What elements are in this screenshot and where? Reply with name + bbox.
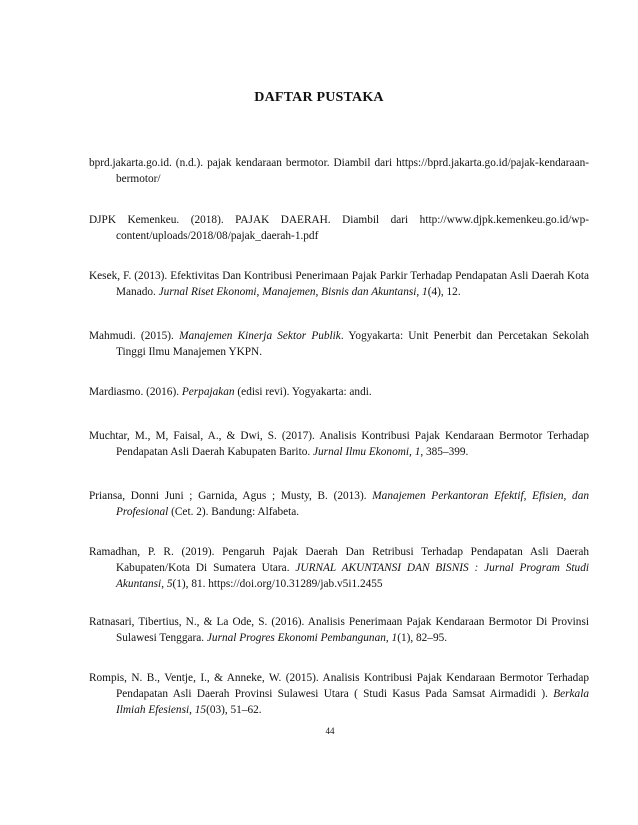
reference-entry [89,614,589,646]
reference-entry [89,670,589,718]
reference-entry [89,488,589,520]
reference-text: (03), 51–62. [206,704,262,716]
reference-italic-text: Perpajakan [181,386,235,398]
page-title: DAFTAR PUSTAKA [254,90,384,105]
reference-text: , [161,578,167,590]
reference-text: Kesek, F. (2013). Efektivitas Dan Kontribusi Penerimaan Pajak Parkir Terhadap Pendapatan Asli Daerah Kota Manado. [89,270,589,298]
reference-text: Mardiasmo. (2016). [89,386,182,398]
reference-text: Mahmudi. (2015). [89,330,180,342]
reference-text: Muchtar, M., M, Faisal, A., & Dwi, S. (2017). Analisis Kontribusi Pajak Kendaraan Bermotor Terhadap Pendapatan Asli Daerah Kabupaten Barito. [89,430,589,458]
reference-italic-text: Manajemen Perkantoran Efektif, Efisien, dan Profesional [116,490,589,518]
reference-entry [89,384,589,400]
reference-italic-text: Jurnal Ilmu Ekonomi [313,446,410,458]
reference-text: , [385,632,392,644]
reference-entry [89,212,589,244]
reference-italic-text: JURNAL AKUNTANSI DAN BISNIS : Jurnal Program Studi Akuntansi [116,562,589,590]
reference-entry [89,155,589,187]
reference-entry [89,328,589,360]
reference-italic-text: Manajemen Kinerja Sektor Publik [179,330,341,342]
reference-text: . Yogyakarta: Unit Penerbit dan Percetakan Sekolah Tinggi Ilmu Manajemen YKPN. [116,330,589,358]
reference-text: , [416,286,423,298]
reference-italic-text: 15 [194,704,207,716]
reference-text: , 385–399. [420,446,469,458]
reference-text: Ramadhan, P. R. (2019). Pengaruh Pajak Daerah Dan Retribusi Terhadap Pendapatan Asli Daerah Kabupaten/Kota Di Sumatera Utara. [89,546,589,574]
reference-italic-text: 1 [422,286,428,298]
reference-italic-text: 1 [391,632,398,644]
reference-text: (4), 12. [427,286,461,298]
reference-text: Rompis, N. B., Ventje, I., & Anneke, W. (2015). Analisis Kontribusi Pajak Kendaraan Bermotor Terhadap Pendapatan Asli Daerah Provinsi Sulawesi Utara ( Studi Kasus Pada Samsat Airmadidi ). [89,672,589,700]
reference-entry [89,428,589,460]
reference-text: Priansa, Donni Juni ; Garnida, Agus ; Musty, B. (2013). [89,490,373,502]
reference-text: Ratnasari, Tibertius, N., & La Ode, S. (2016). Analisis Penerimaan Pajak Kendaraan Bermotor Di Provinsi Sulawesi Tenggara. [89,616,589,644]
reference-text: (1), 82–95. [397,632,448,644]
reference-text: (Cet. 2). Bandung: Alfabeta. [168,506,300,518]
reference-text: , [189,704,195,716]
reference-italic-text: Berkala Ilmiah Efesiensi [116,688,589,716]
reference-text: , [409,446,415,458]
reference-italic-text: 5 [166,578,173,590]
reference-italic-text: 1 [414,446,421,458]
reference-text: bprd.jakarta.go.id. (n.d.). pajak kendaraan bermotor. Diambil dari https://bprd.jakarta.go.id/pajak-kendaraan-bermotor/ [89,157,589,185]
reference-entry [89,544,589,592]
reference-text: (1), 81. https://doi.org/10.31289/jab.v5i1.2455 [172,578,383,590]
reference-italic-text: Jurnal Riset Ekonomi, Manajemen, Bisnis dan Akuntansi [158,286,417,298]
reference-text: (edisi revi). Yogyakarta: andi. [234,386,372,398]
reference-entry [89,268,589,300]
page-number: 44 [325,726,335,736]
reference-italic-text: Jurnal Progres Ekonomi Pembangunan [206,632,386,644]
reference-text: DJPK Kemenkeu. (2018). PAJAK DAERAH. Diambil dari http://www.djpk.kemenkeu.go.id/wp-content/uploads/2018/08/pajak_daerah-1.pdf [89,214,589,242]
